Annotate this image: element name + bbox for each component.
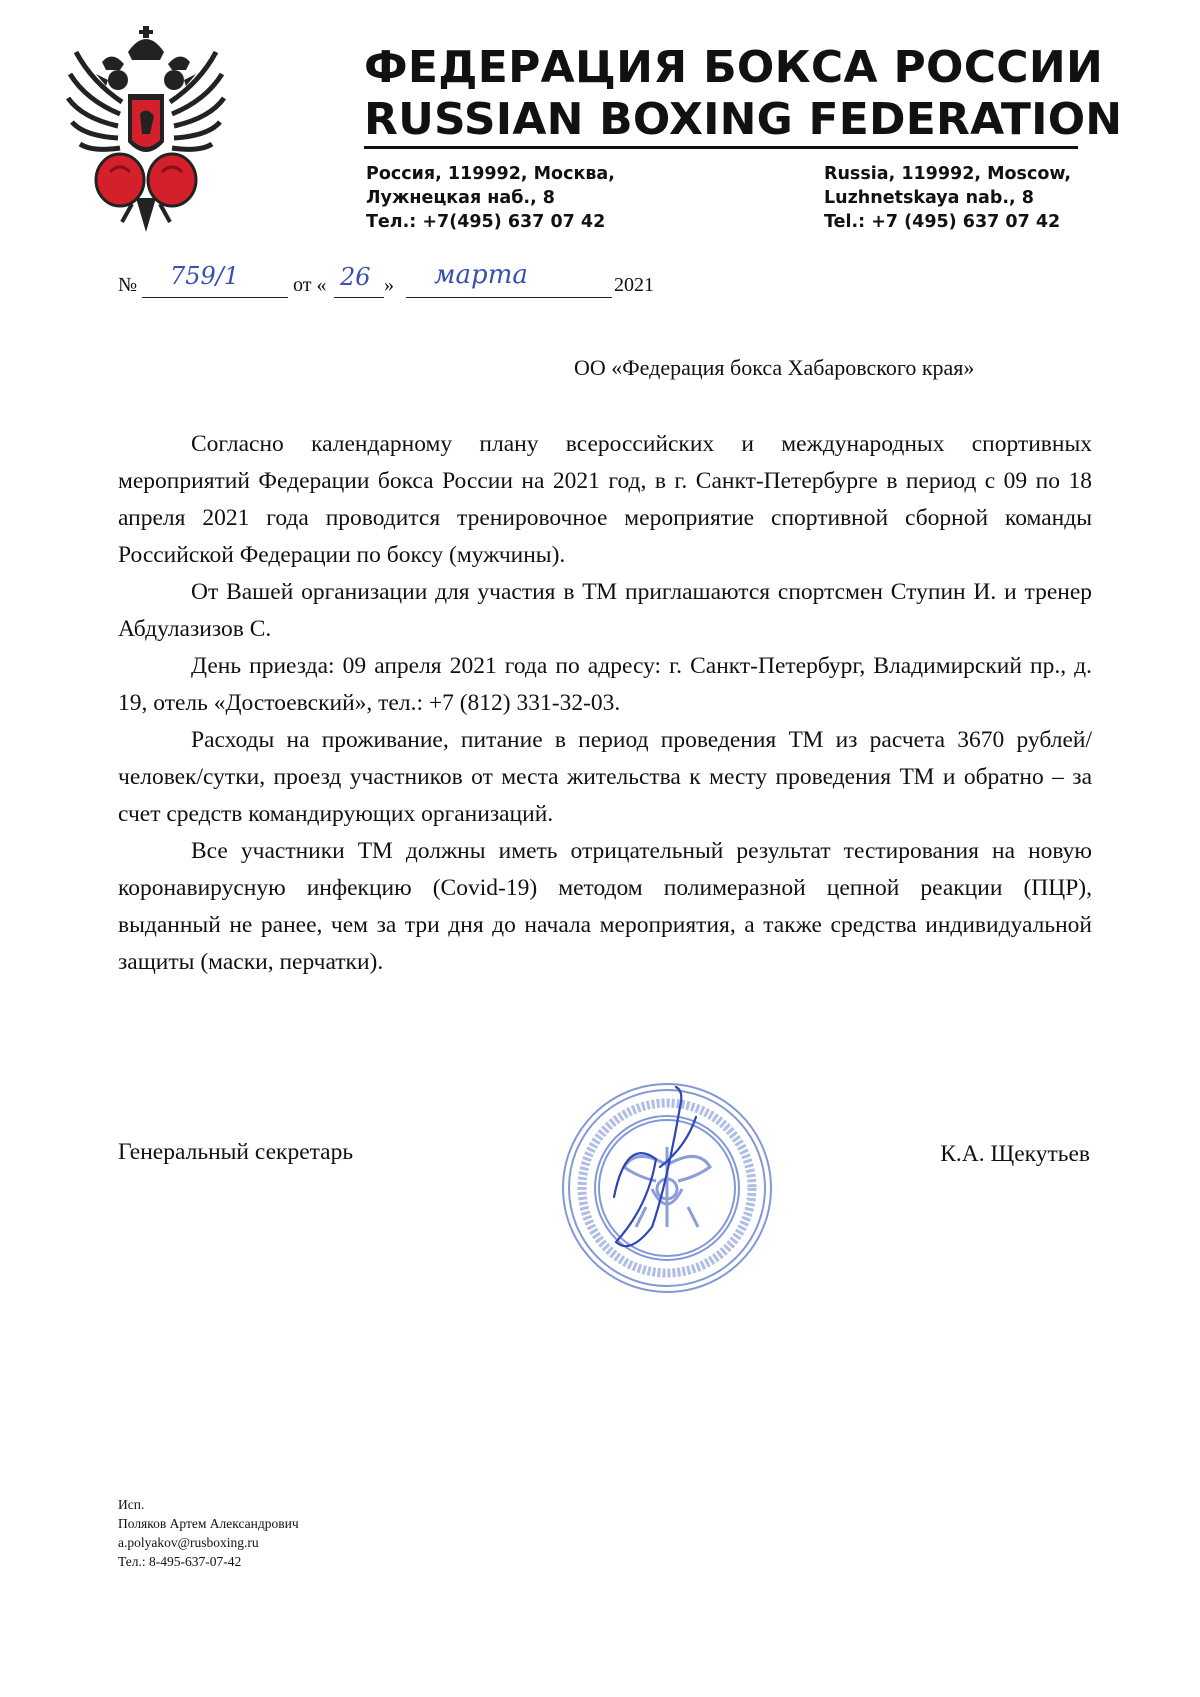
ref-month-blank xyxy=(406,297,612,298)
address-en-line: Russia, 119992, Moscow, xyxy=(824,164,1072,184)
address-ru-line: Лужнецкая наб., 8 xyxy=(366,188,555,208)
body-paragraph: Согласно календарному плану всероссийских и международных спортивных мероприятий Федерации бокса России на 2021 год, в г. Санкт-Петербурге в период с 09 по 18 апреля 2021 года проводится тренировочное мероприятие спортивной сборной команды Российской Федерации по боксу (мужчины). xyxy=(118,431,1092,568)
ref-day-handwritten: 26 xyxy=(340,263,371,291)
letter-body xyxy=(118,426,1092,981)
address-en-line: Tel.: +7 (495) 637 07 42 xyxy=(824,212,1061,232)
official-stamp xyxy=(556,1077,778,1299)
ref-number-label: № xyxy=(118,274,138,296)
body-paragraph: От Вашей организации для участия в ТМ приглашаются спортсмен Ступин И. и тренер Абдулазизов С. xyxy=(118,579,1092,642)
org-title-ru: ФЕДЕРАЦИЯ БОКСА РОССИИ xyxy=(364,42,1104,93)
executor-label: Исп. xyxy=(118,1497,145,1512)
body-paragraph: Расходы на проживание, питание в период проведения ТМ из расчета 3670 рублей/человек/сутки, проезд участников от места жительства к месту проведения ТМ и обратно – за счет средств командирующих организаций. xyxy=(118,727,1092,827)
org-title-en: RUSSIAN BOXING FEDERATION xyxy=(364,94,1123,145)
address-ru-line: Тел.: +7(495) 637 07 42 xyxy=(366,212,606,232)
ref-date-prefix: от « xyxy=(293,274,327,296)
signer-name: К.А. Щекутьев xyxy=(940,1141,1090,1167)
recipient: ОО «Федерация бокса Хабаровского края» xyxy=(574,355,975,380)
address-en xyxy=(824,162,1071,234)
ref-number-handwritten: 759/1 xyxy=(170,262,240,290)
ref-day-blank xyxy=(334,297,384,298)
federation-emblem xyxy=(62,22,230,237)
ref-number-blank xyxy=(142,297,288,298)
address-en-line: Luzhnetskaya nab., 8 xyxy=(824,188,1034,208)
address-ru-line: Россия, 119992, Москва, xyxy=(366,164,615,184)
executor-name: Поляков Артем Александрович xyxy=(118,1516,299,1531)
executor-email: a.polyakov@rusboxing.ru xyxy=(118,1535,259,1550)
body-paragraph: День приезда: 09 апреля 2021 года по адресу: г. Санкт-Петербург, Владимирский пр., д. 19, отель «Достоевский», тел.: +7 (812) 331-32-03. xyxy=(118,653,1092,716)
body-paragraph: Все участники ТМ должны иметь отрицательный результат тестирования на новую коронавирусную инфекцию (Covid-19) методом полимеразной цепной реакции (ПЦР), выданный не ранее, чем за три дня до начала мероприятия, а также средства индивидуальной защиты (маски, перчатки). xyxy=(118,838,1092,975)
ref-date-close-quote: » xyxy=(384,274,394,296)
ref-month-handwritten: марта xyxy=(434,260,528,290)
executor-phone: Тел.: 8-495-637-07-42 xyxy=(118,1554,242,1569)
ref-year: 2021 xyxy=(614,274,654,296)
header-divider xyxy=(364,146,1078,149)
address-ru xyxy=(366,162,615,234)
signer-position: Генеральный секретарь xyxy=(118,1139,354,1165)
executor-block xyxy=(118,1495,299,1571)
